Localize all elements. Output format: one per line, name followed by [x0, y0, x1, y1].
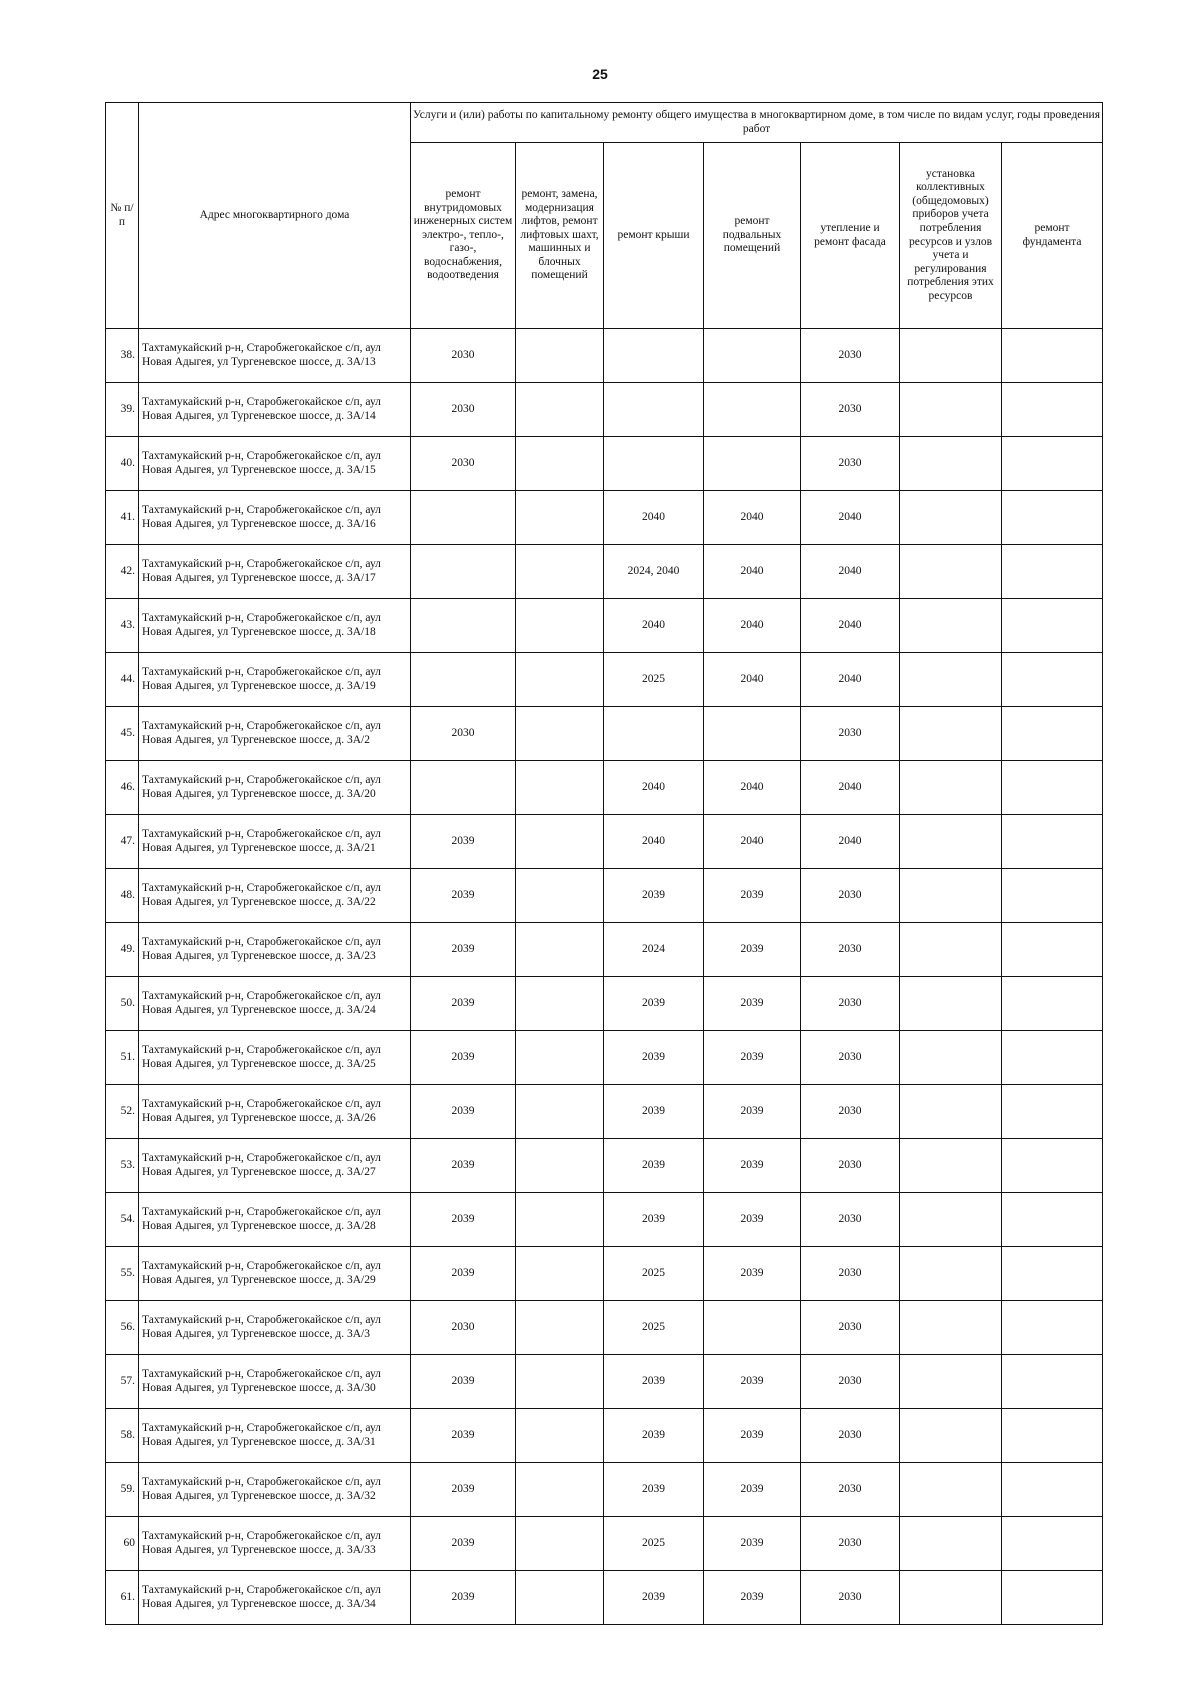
row-number: 52. — [106, 1085, 139, 1139]
cell-basement: 2040 — [704, 545, 801, 599]
cell-roof — [604, 383, 704, 437]
cell-foundation — [1002, 977, 1103, 1031]
row-number: 58. — [106, 1409, 139, 1463]
row-number: 39. — [106, 383, 139, 437]
cell-elevators — [516, 1463, 604, 1517]
cell-facade: 2030 — [801, 1085, 900, 1139]
table-row — [106, 329, 1103, 383]
cell-facade: 2040 — [801, 815, 900, 869]
cell-foundation — [1002, 1247, 1103, 1301]
cell-foundation — [1002, 1193, 1103, 1247]
cell-elevators — [516, 1085, 604, 1139]
table-row — [106, 1301, 1103, 1355]
table-row — [106, 1355, 1103, 1409]
cell-facade: 2030 — [801, 1031, 900, 1085]
row-number: 48. — [106, 869, 139, 923]
cell-roof — [604, 329, 704, 383]
cell-engineering-systems — [411, 761, 516, 815]
table-row — [106, 923, 1103, 977]
row-number: 57. — [106, 1355, 139, 1409]
cell-roof: 2040 — [604, 815, 704, 869]
row-number: 41. — [106, 491, 139, 545]
cell-facade: 2030 — [801, 1139, 900, 1193]
row-number: 61. — [106, 1571, 139, 1625]
row-address: Тахтамукайский р-н, Старобжегокайское с/п, аул Новая Адыгея, ул Тургеневское шоссе, д. 3А/3 — [139, 1301, 411, 1355]
cell-meters — [900, 491, 1002, 545]
table-row — [106, 599, 1103, 653]
cell-foundation — [1002, 869, 1103, 923]
cell-facade: 2030 — [801, 707, 900, 761]
row-number: 40. — [106, 437, 139, 491]
cell-facade: 2030 — [801, 977, 900, 1031]
cell-roof: 2024 — [604, 923, 704, 977]
row-address: Тахтамукайский р-н, Старобжегокайское с/п, аул Новая Адыгея, ул Тургеневское шоссе, д. 3А/33 — [139, 1517, 411, 1571]
row-address: Тахтамукайский р-н, Старобжегокайское с/п, аул Новая Адыгея, ул Тургеневское шоссе, д. 3А/19 — [139, 653, 411, 707]
cell-roof: 2025 — [604, 1247, 704, 1301]
row-number: 50. — [106, 977, 139, 1031]
cell-foundation — [1002, 815, 1103, 869]
cell-foundation — [1002, 545, 1103, 599]
cell-foundation — [1002, 1139, 1103, 1193]
cell-engineering-systems: 2039 — [411, 1517, 516, 1571]
cell-engineering-systems: 2030 — [411, 1301, 516, 1355]
cell-meters — [900, 1301, 1002, 1355]
table-body — [106, 329, 1103, 1625]
header-num: № п/п — [106, 103, 139, 329]
cell-elevators — [516, 869, 604, 923]
table-row — [106, 1139, 1103, 1193]
header-col-facade: утепление и ремонт фасада — [801, 143, 900, 329]
row-address: Тахтамукайский р-н, Старобжегокайское с/п, аул Новая Адыгея, ул Тургеневское шоссе, д. 3А/31 — [139, 1409, 411, 1463]
cell-foundation — [1002, 1517, 1103, 1571]
cell-basement: 2040 — [704, 599, 801, 653]
cell-meters — [900, 1355, 1002, 1409]
table-header — [106, 103, 1103, 329]
cell-engineering-systems: 2039 — [411, 1409, 516, 1463]
cell-basement: 2039 — [704, 1247, 801, 1301]
cell-meters — [900, 1139, 1002, 1193]
cell-meters — [900, 977, 1002, 1031]
cell-basement: 2040 — [704, 653, 801, 707]
cell-meters — [900, 329, 1002, 383]
row-address: Тахтамукайский р-н, Старобжегокайское с/п, аул Новая Адыгея, ул Тургеневское шоссе, д. 3А/22 — [139, 869, 411, 923]
cell-foundation — [1002, 491, 1103, 545]
cell-elevators — [516, 545, 604, 599]
row-address: Тахтамукайский р-н, Старобжегокайское с/п, аул Новая Адыгея, ул Тургеневское шоссе, д. 3А/24 — [139, 977, 411, 1031]
cell-elevators — [516, 653, 604, 707]
table-row — [106, 761, 1103, 815]
table-row — [106, 977, 1103, 1031]
cell-basement: 2039 — [704, 1517, 801, 1571]
cell-engineering-systems: 2030 — [411, 383, 516, 437]
cell-basement: 2039 — [704, 1463, 801, 1517]
table-row — [106, 437, 1103, 491]
cell-engineering-systems: 2039 — [411, 869, 516, 923]
row-address: Тахтамукайский р-н, Старобжегокайское с/п, аул Новая Адыгея, ул Тургеневское шоссе, д. 3А/17 — [139, 545, 411, 599]
header-group: Услуги и (или) работы по капитальному ремонту общего имущества в многоквартирном доме, в том числе по видам услуг, годы проведения работ — [411, 103, 1103, 143]
cell-roof: 2025 — [604, 1301, 704, 1355]
cell-facade: 2040 — [801, 491, 900, 545]
table-row — [106, 1031, 1103, 1085]
cell-elevators — [516, 383, 604, 437]
cell-facade: 2040 — [801, 599, 900, 653]
cell-roof: 2039 — [604, 869, 704, 923]
cell-basement: 2039 — [704, 1193, 801, 1247]
table-row — [106, 869, 1103, 923]
table-row — [106, 1463, 1103, 1517]
cell-roof: 2039 — [604, 1409, 704, 1463]
cell-engineering-systems: 2039 — [411, 1031, 516, 1085]
row-number: 43. — [106, 599, 139, 653]
cell-engineering-systems — [411, 545, 516, 599]
cell-roof: 2039 — [604, 977, 704, 1031]
cell-elevators — [516, 1571, 604, 1625]
row-address: Тахтамукайский р-н, Старобжегокайское с/п, аул Новая Адыгея, ул Тургеневское шоссе, д. 3А/2 — [139, 707, 411, 761]
cell-roof — [604, 437, 704, 491]
cell-elevators — [516, 1355, 604, 1409]
table-row — [106, 1247, 1103, 1301]
row-number: 55. — [106, 1247, 139, 1301]
cell-engineering-systems — [411, 653, 516, 707]
cell-elevators — [516, 1517, 604, 1571]
table-row — [106, 383, 1103, 437]
row-address: Тахтамукайский р-н, Старобжегокайское с/п, аул Новая Адыгея, ул Тургеневское шоссе, д. 3А/28 — [139, 1193, 411, 1247]
row-number: 46. — [106, 761, 139, 815]
cell-elevators — [516, 815, 604, 869]
cell-meters — [900, 653, 1002, 707]
cell-roof: 2039 — [604, 1463, 704, 1517]
cell-meters — [900, 1247, 1002, 1301]
cell-engineering-systems: 2030 — [411, 437, 516, 491]
table-row — [106, 1571, 1103, 1625]
cell-foundation — [1002, 1301, 1103, 1355]
row-number: 45. — [106, 707, 139, 761]
cell-basement — [704, 329, 801, 383]
row-address: Тахтамукайский р-н, Старобжегокайское с/п, аул Новая Адыгея, ул Тургеневское шоссе, д. 3А/26 — [139, 1085, 411, 1139]
table-row — [106, 1193, 1103, 1247]
cell-elevators — [516, 761, 604, 815]
cell-elevators — [516, 1409, 604, 1463]
row-number: 54. — [106, 1193, 139, 1247]
row-address: Тахтамукайский р-н, Старобжегокайское с/п, аул Новая Адыгея, ул Тургеневское шоссе, д. 3А/34 — [139, 1571, 411, 1625]
cell-basement: 2039 — [704, 1571, 801, 1625]
row-address: Тахтамукайский р-н, Старобжегокайское с/п, аул Новая Адыгея, ул Тургеневское шоссе, д. 3А/14 — [139, 383, 411, 437]
cell-foundation — [1002, 437, 1103, 491]
cell-basement — [704, 1301, 801, 1355]
row-address: Тахтамукайский р-н, Старобжегокайское с/п, аул Новая Адыгея, ул Тургеневское шоссе, д. 3А/20 — [139, 761, 411, 815]
table-row — [106, 545, 1103, 599]
header-col-basement: ремонт подвальных помещений — [704, 143, 801, 329]
cell-basement: 2040 — [704, 491, 801, 545]
cell-engineering-systems: 2039 — [411, 1463, 516, 1517]
table-row — [106, 653, 1103, 707]
cell-foundation — [1002, 923, 1103, 977]
cell-elevators — [516, 923, 604, 977]
cell-meters — [900, 437, 1002, 491]
cell-facade: 2030 — [801, 437, 900, 491]
cell-roof: 2039 — [604, 1571, 704, 1625]
row-address: Тахтамукайский р-н, Старобжегокайское с/п, аул Новая Адыгея, ул Тургеневское шоссе, д. 3А/15 — [139, 437, 411, 491]
cell-elevators — [516, 1031, 604, 1085]
cell-facade: 2030 — [801, 1571, 900, 1625]
cell-foundation — [1002, 1463, 1103, 1517]
cell-facade: 2030 — [801, 1247, 900, 1301]
cell-roof: 2025 — [604, 653, 704, 707]
row-address: Тахтамукайский р-н, Старобжегокайское с/п, аул Новая Адыгея, ул Тургеневское шоссе, д. 3А/21 — [139, 815, 411, 869]
row-number: 44. — [106, 653, 139, 707]
cell-foundation — [1002, 1031, 1103, 1085]
cell-elevators — [516, 491, 604, 545]
cell-facade: 2030 — [801, 329, 900, 383]
cell-engineering-systems: 2039 — [411, 1085, 516, 1139]
cell-elevators — [516, 1139, 604, 1193]
table-row — [106, 707, 1103, 761]
row-address: Тахтамукайский р-н, Старобжегокайское с/п, аул Новая Адыгея, ул Тургеневское шоссе, д. 3А/16 — [139, 491, 411, 545]
header-col-meters: установка коллективных (общедомовых) приборов учета потребления ресурсов и узлов учета и регулирования потребления этих ресурсов — [900, 143, 1002, 329]
cell-basement: 2040 — [704, 761, 801, 815]
table-row — [106, 1517, 1103, 1571]
cell-meters — [900, 1409, 1002, 1463]
cell-engineering-systems: 2039 — [411, 1139, 516, 1193]
page-number: 25 — [592, 66, 608, 82]
cell-meters — [900, 383, 1002, 437]
cell-foundation — [1002, 1085, 1103, 1139]
row-address: Тахтамукайский р-н, Старобжегокайское с/п, аул Новая Адыгея, ул Тургеневское шоссе, д. 3А/32 — [139, 1463, 411, 1517]
cell-engineering-systems: 2039 — [411, 1193, 516, 1247]
row-address: Тахтамукайский р-н, Старобжегокайское с/п, аул Новая Адыгея, ул Тургеневское шоссе, д. 3А/13 — [139, 329, 411, 383]
cell-engineering-systems: 2039 — [411, 1355, 516, 1409]
cell-roof — [604, 707, 704, 761]
cell-elevators — [516, 707, 604, 761]
cell-meters — [900, 1571, 1002, 1625]
cell-basement: 2039 — [704, 1085, 801, 1139]
cell-basement: 2039 — [704, 869, 801, 923]
cell-foundation — [1002, 653, 1103, 707]
cell-foundation — [1002, 707, 1103, 761]
row-address: Тахтамукайский р-н, Старобжегокайское с/п, аул Новая Адыгея, ул Тургеневское шоссе, д. 3А/23 — [139, 923, 411, 977]
cell-elevators — [516, 437, 604, 491]
cell-meters — [900, 1031, 1002, 1085]
cell-facade: 2030 — [801, 1463, 900, 1517]
table-row — [106, 491, 1103, 545]
cell-meters — [900, 815, 1002, 869]
cell-engineering-systems — [411, 491, 516, 545]
row-number: 51. — [106, 1031, 139, 1085]
cell-roof: 2039 — [604, 1085, 704, 1139]
cell-engineering-systems — [411, 599, 516, 653]
cell-meters — [900, 707, 1002, 761]
row-number: 59. — [106, 1463, 139, 1517]
cell-meters — [900, 761, 1002, 815]
cell-roof: 2040 — [604, 599, 704, 653]
cell-engineering-systems: 2039 — [411, 815, 516, 869]
row-number: 38. — [106, 329, 139, 383]
cell-roof: 2039 — [604, 1031, 704, 1085]
row-number: 53. — [106, 1139, 139, 1193]
row-number: 56. — [106, 1301, 139, 1355]
cell-elevators — [516, 329, 604, 383]
cell-meters — [900, 545, 1002, 599]
cell-meters — [900, 1517, 1002, 1571]
header-address: Адрес многоквартирного дома — [139, 103, 411, 329]
capital-repair-table — [105, 102, 1103, 1625]
cell-foundation — [1002, 1409, 1103, 1463]
cell-engineering-systems: 2030 — [411, 329, 516, 383]
cell-meters — [900, 923, 1002, 977]
header-col-engineering-systems: ремонт внутридомовых инженерных систем электро-, тепло-, газо-, водоснабжения, водоотведения — [411, 143, 516, 329]
cell-basement: 2040 — [704, 815, 801, 869]
cell-meters — [900, 869, 1002, 923]
cell-foundation — [1002, 599, 1103, 653]
cell-facade: 2040 — [801, 545, 900, 599]
row-address: Тахтамукайский р-н, Старобжегокайское с/п, аул Новая Адыгея, ул Тургеневское шоссе, д. 3А/27 — [139, 1139, 411, 1193]
cell-facade: 2030 — [801, 1409, 900, 1463]
row-number: 47. — [106, 815, 139, 869]
cell-facade: 2030 — [801, 1355, 900, 1409]
cell-basement: 2039 — [704, 1409, 801, 1463]
table-row — [106, 815, 1103, 869]
cell-elevators — [516, 977, 604, 1031]
header-col-elevators: ремонт, замена, модернизация лифтов, ремонт лифтовых шахт, машинных и блочных помещений — [516, 143, 604, 329]
cell-meters — [900, 1463, 1002, 1517]
row-address: Тахтамукайский р-н, Старобжегокайское с/п, аул Новая Адыгея, ул Тургеневское шоссе, д. 3А/30 — [139, 1355, 411, 1409]
cell-facade: 2030 — [801, 1301, 900, 1355]
cell-elevators — [516, 1301, 604, 1355]
cell-elevators — [516, 1247, 604, 1301]
cell-roof: 2040 — [604, 761, 704, 815]
cell-facade: 2040 — [801, 761, 900, 815]
cell-basement — [704, 383, 801, 437]
cell-engineering-systems: 2039 — [411, 977, 516, 1031]
cell-facade: 2040 — [801, 653, 900, 707]
header-col-roof: ремонт крыши — [604, 143, 704, 329]
cell-elevators — [516, 599, 604, 653]
cell-basement: 2039 — [704, 923, 801, 977]
cell-meters — [900, 599, 1002, 653]
cell-engineering-systems: 2039 — [411, 1247, 516, 1301]
cell-roof: 2039 — [604, 1193, 704, 1247]
row-number: 60 — [106, 1517, 139, 1571]
cell-basement: 2039 — [704, 1139, 801, 1193]
cell-basement: 2039 — [704, 1031, 801, 1085]
cell-facade: 2030 — [801, 923, 900, 977]
cell-roof: 2039 — [604, 1355, 704, 1409]
row-address: Тахтамукайский р-н, Старобжегокайское с/п, аул Новая Адыгея, ул Тургеневское шоссе, д. 3А/25 — [139, 1031, 411, 1085]
cell-foundation — [1002, 1571, 1103, 1625]
cell-roof: 2039 — [604, 1139, 704, 1193]
cell-facade: 2030 — [801, 1517, 900, 1571]
cell-engineering-systems: 2039 — [411, 1571, 516, 1625]
table-row — [106, 1085, 1103, 1139]
row-address: Тахтамукайский р-н, Старобжегокайское с/п, аул Новая Адыгея, ул Тургеневское шоссе, д. 3А/29 — [139, 1247, 411, 1301]
header-col-foundation: ремонт фундамента — [1002, 143, 1103, 329]
cell-facade: 2030 — [801, 383, 900, 437]
row-number: 42. — [106, 545, 139, 599]
cell-foundation — [1002, 761, 1103, 815]
row-number: 49. — [106, 923, 139, 977]
cell-foundation — [1002, 1355, 1103, 1409]
cell-roof: 2024, 2040 — [604, 545, 704, 599]
cell-basement — [704, 707, 801, 761]
cell-facade: 2030 — [801, 869, 900, 923]
cell-engineering-systems: 2030 — [411, 707, 516, 761]
row-address: Тахтамукайский р-н, Старобжегокайское с/п, аул Новая Адыгея, ул Тургеневское шоссе, д. 3А/18 — [139, 599, 411, 653]
cell-meters — [900, 1085, 1002, 1139]
cell-facade: 2030 — [801, 1193, 900, 1247]
cell-foundation — [1002, 383, 1103, 437]
cell-engineering-systems: 2039 — [411, 923, 516, 977]
cell-meters — [900, 1193, 1002, 1247]
cell-basement — [704, 437, 801, 491]
cell-roof: 2025 — [604, 1517, 704, 1571]
cell-roof: 2040 — [604, 491, 704, 545]
cell-foundation — [1002, 329, 1103, 383]
cell-elevators — [516, 1193, 604, 1247]
cell-basement: 2039 — [704, 977, 801, 1031]
table-row — [106, 1409, 1103, 1463]
cell-basement: 2039 — [704, 1355, 801, 1409]
